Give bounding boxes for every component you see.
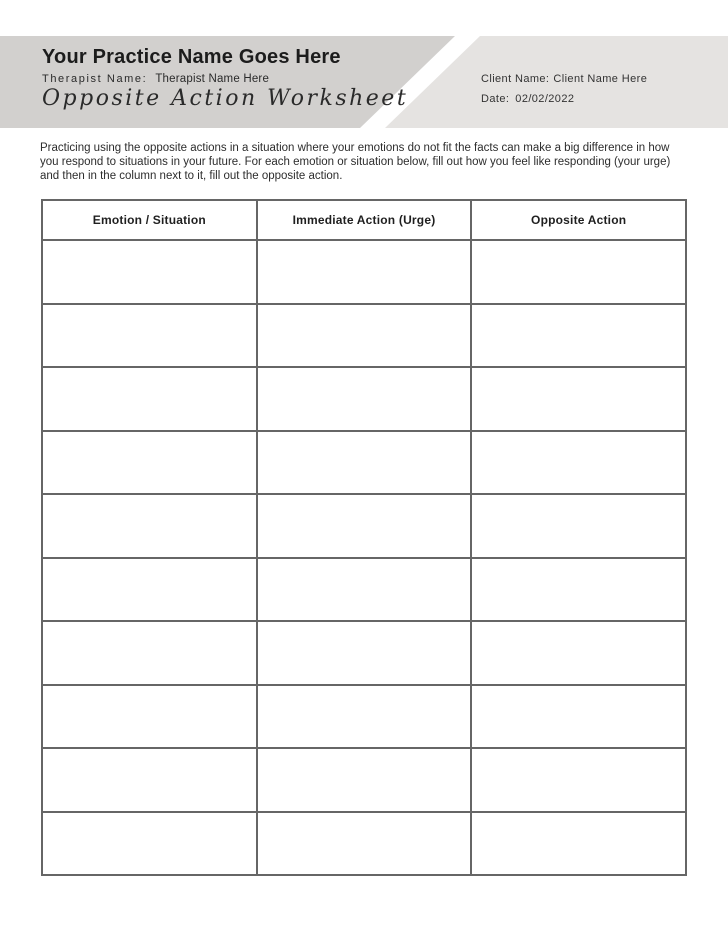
cell-emotion-situation[interactable] <box>42 240 257 304</box>
cell-opposite-action[interactable] <box>471 812 686 876</box>
cell-opposite-action[interactable] <box>471 685 686 749</box>
cell-opposite-action[interactable] <box>471 621 686 685</box>
cell-immediate-action[interactable] <box>257 494 472 558</box>
cell-emotion-situation[interactable] <box>42 304 257 368</box>
cell-immediate-action[interactable] <box>257 367 472 431</box>
cell-immediate-action[interactable] <box>257 240 472 304</box>
cell-emotion-situation[interactable] <box>42 812 257 876</box>
practice-name-title: Your Practice Name Goes Here <box>42 46 341 68</box>
column-header-opposite-action: Opposite Action <box>471 200 686 240</box>
instructions-paragraph: Practicing using the opposite actions in a situation where your emotions do not fit the facts can make a big difference in how you respond to situations in your future. For each emotion or situation below, fill out how you feel like responding (your urge) and then in the column next to it, fill out the opposite action. <box>40 142 671 182</box>
date-line <box>481 93 574 105</box>
cell-opposite-action[interactable] <box>471 494 686 558</box>
cell-immediate-action[interactable] <box>257 748 472 812</box>
cell-opposite-action[interactable] <box>471 431 686 495</box>
column-header-emotion-situation: Emotion / Situation <box>42 200 257 240</box>
client-name-line <box>481 73 647 85</box>
therapist-name-label: Therapist Name: <box>42 73 148 85</box>
table-row <box>42 812 686 876</box>
table-row <box>42 431 686 495</box>
worksheet-title: Opposite Action Worksheet <box>42 86 409 111</box>
therapist-name-value: Therapist Name Here <box>155 73 270 85</box>
worksheet-table-body <box>42 240 686 875</box>
client-name-label: Client Name: <box>481 73 550 85</box>
cell-immediate-action[interactable] <box>257 558 472 622</box>
table-header-row <box>42 200 686 240</box>
worksheet-table <box>41 199 687 876</box>
cell-opposite-action[interactable] <box>471 304 686 368</box>
cell-immediate-action[interactable] <box>257 685 472 749</box>
cell-immediate-action[interactable] <box>257 812 472 876</box>
table-row <box>42 748 686 812</box>
cell-immediate-action[interactable] <box>257 621 472 685</box>
table-row <box>42 558 686 622</box>
cell-emotion-situation[interactable] <box>42 367 257 431</box>
table-row <box>42 621 686 685</box>
date-value: 02/02/2022 <box>515 93 575 105</box>
table-row <box>42 240 686 304</box>
cell-opposite-action[interactable] <box>471 748 686 812</box>
cell-emotion-situation[interactable] <box>42 558 257 622</box>
cell-emotion-situation[interactable] <box>42 431 257 495</box>
table-row <box>42 685 686 749</box>
therapist-name-line <box>42 73 269 85</box>
table-row <box>42 304 686 368</box>
cell-emotion-situation[interactable] <box>42 494 257 558</box>
cell-immediate-action[interactable] <box>257 431 472 495</box>
cell-emotion-situation[interactable] <box>42 748 257 812</box>
cell-opposite-action[interactable] <box>471 240 686 304</box>
cell-immediate-action[interactable] <box>257 304 472 368</box>
header-band <box>0 36 728 128</box>
cell-emotion-situation[interactable] <box>42 621 257 685</box>
table-row <box>42 367 686 431</box>
cell-emotion-situation[interactable] <box>42 685 257 749</box>
client-name-value: Client Name Here <box>553 73 648 85</box>
date-label: Date: <box>481 93 510 105</box>
cell-opposite-action[interactable] <box>471 367 686 431</box>
table-row <box>42 494 686 558</box>
cell-opposite-action[interactable] <box>471 558 686 622</box>
column-header-immediate-action: Immediate Action (Urge) <box>257 200 472 240</box>
